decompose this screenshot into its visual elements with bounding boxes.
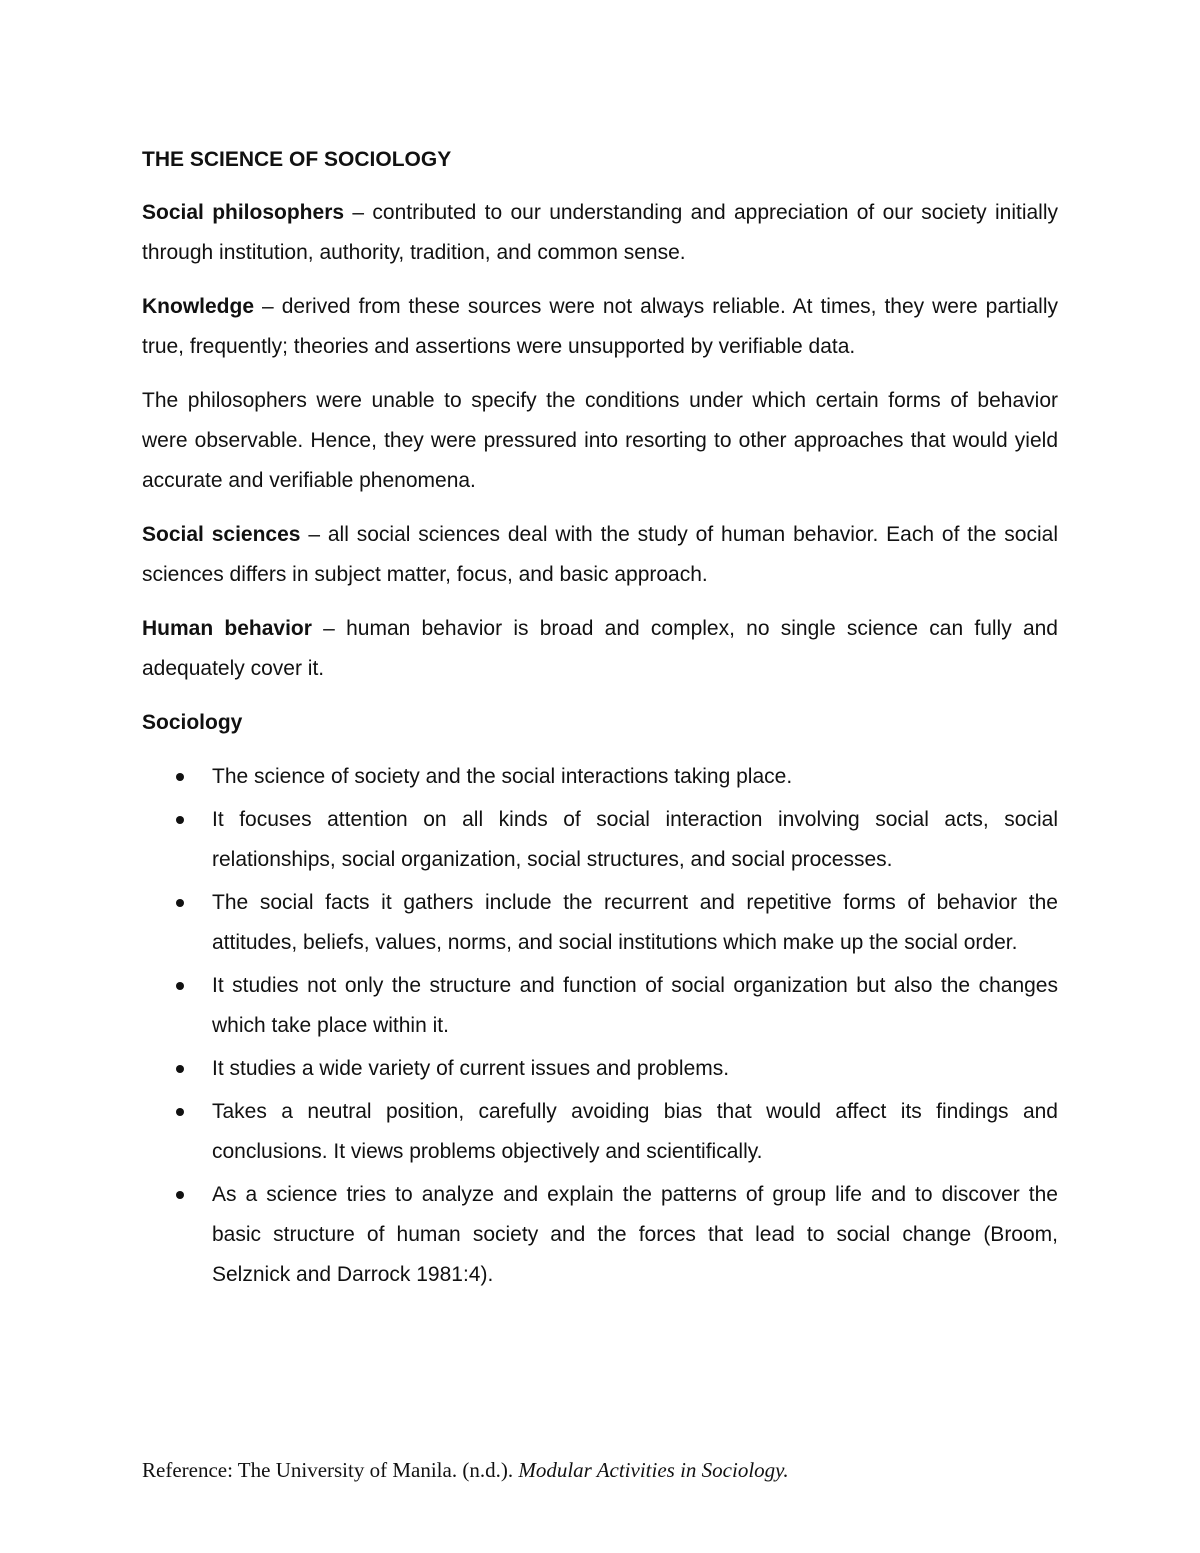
list-item-text: The social facts it gathers include the recurrent and repetitive forms of behavior the attitudes, beliefs, values, norms, and social institutions which make up the social order. [212, 891, 1058, 954]
definition-social-sciences [142, 515, 1058, 595]
definition-text: derived from these sources were not always reliable. At times, they were partially true, frequently; theories and assertions were unsupported by verifiable data. [142, 295, 1059, 358]
bullet-icon [176, 1108, 184, 1116]
reference-prefix: Reference: The University of Manila. (n.d.). [142, 1458, 519, 1482]
document-body [142, 140, 1058, 1298]
bullet-icon [176, 816, 184, 824]
definition-term: Social sciences [142, 523, 301, 546]
sociology-heading: Sociology [142, 711, 243, 734]
list-item [142, 1049, 1058, 1089]
definition-text: contributed to our understanding and appreciation of our society initially through institution, authority, tradition, and common sense. [142, 201, 1058, 264]
list-item [142, 883, 1058, 963]
definition-separator: – [308, 523, 320, 546]
bullet-icon [176, 1191, 184, 1199]
definition-term: Knowledge [142, 295, 255, 318]
definition-social-philosophers [142, 193, 1058, 273]
list-item [142, 1175, 1058, 1295]
bullet-icon [176, 899, 184, 907]
definition-term: Human behavior [142, 617, 312, 640]
definition-separator: – [352, 201, 365, 224]
definition-separator: – [323, 617, 335, 640]
bullet-icon [176, 773, 184, 781]
definition-human-behavior [142, 609, 1058, 689]
definition-term: Social philosophers [142, 201, 345, 224]
document-title: THE SCIENCE OF SOCIOLOGY [142, 148, 452, 171]
list-item-text: As a science tries to analyze and explain the patterns of group life and to discover the basic structure of human society and the forces that lead to social change (Broom, Selznick and Darrock 1981:4). [212, 1183, 1058, 1286]
list-item-text: The science of society and the social interactions taking place. [212, 765, 793, 788]
list-item [142, 966, 1058, 1046]
sociology-bullet-list [142, 757, 1058, 1295]
reference-footer [142, 1455, 789, 1485]
list-item [142, 1092, 1058, 1172]
list-item [142, 757, 1058, 797]
definition-text: all social sciences deal with the study of human behavior. Each of the social sciences differs in subject matter, focus, and basic approach. [142, 523, 1058, 586]
definition-separator: – [262, 295, 274, 318]
list-item-text: It focuses attention on all kinds of social interaction involving social acts, social relationships, social organization, social structures, and social processes. [212, 808, 1058, 871]
bullet-icon [176, 982, 184, 990]
list-item-text: Takes a neutral position, carefully avoiding bias that would affect its findings and conclusions. It views problems objectively and scientifically. [212, 1100, 1058, 1163]
definition-knowledge [142, 287, 1058, 367]
list-item [142, 800, 1058, 880]
bullet-icon [176, 1065, 184, 1073]
reference-title: Modular Activities in Sociology. [518, 1458, 789, 1482]
list-item-text: It studies a wide variety of current issues and problems. [212, 1057, 730, 1080]
philosophers-paragraph: The philosophers were unable to specify the conditions under which certain forms of behavior were observable. Hence, they were pressured into resorting to other approaches that would yield accurate and verifiable phenomena. [142, 389, 1058, 492]
list-item-text: It studies not only the structure and function of social organization but also the changes which take place within it. [212, 974, 1058, 1037]
definition-text: human behavior is broad and complex, no single science can fully and adequately cover it. [142, 617, 1058, 680]
